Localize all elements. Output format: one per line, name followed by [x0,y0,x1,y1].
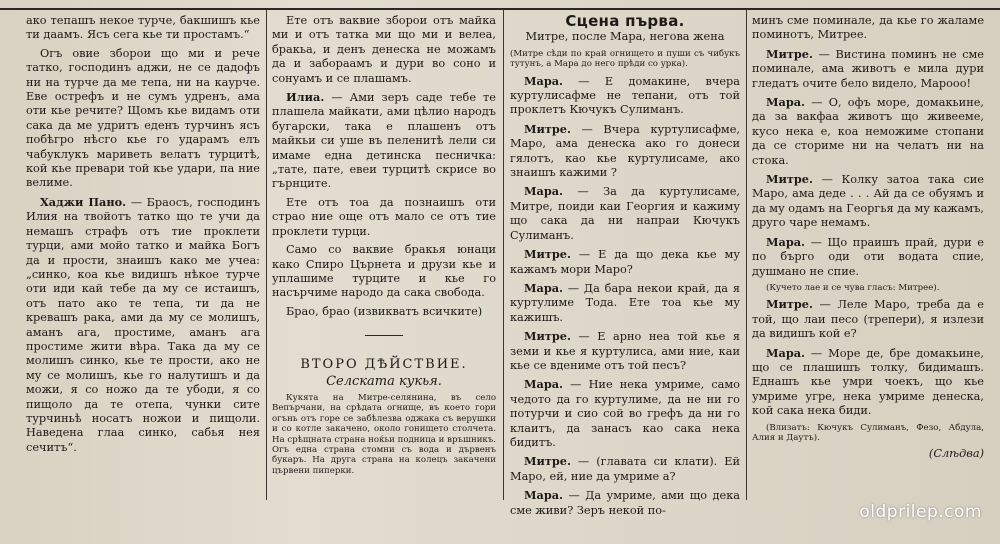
speaker: Митре. [524,329,571,344]
speaker: Мара. [766,345,805,360]
speaker: Хаджи Пано. [40,194,127,209]
column-1 [26,14,260,459]
dialogue-line [510,329,740,373]
speech: — Море де, бре домакьине, що се плашишъ толку, бидимашъ. Еднашъ кье умри чоекъ, що кье умриме угре, нека умриме денеска, кой сака нека биди. [752,346,984,418]
speaker: Митре. [766,297,813,312]
speech: — Колку затоа така сие Маро, ама деде . . . Ай да се обуямъ и да му одамъ на Георгья да му кажамъ, друго чаре немамъ. [752,173,984,230]
speech: — Браосъ, господинъ Илия на твойотъ татко що те учи да немашъ страфъ отъ тие проклети турци, ами мойо татко и майка Богъ да и прости, знаишъ како ме учеа: „синко, коа кье видишъ нѣкое турче оти иди кай тебе да му се истаишъ, отъ пато ако те тепа, ти да не кревашъ рака, ами да му се молишъ, аманъ ага, простиме, аманъ ага простиме жити вѣра. Така да му се молишъ синко, кье те прости, ако не му се молишъ, кье го налутишъ и да можи, я со ножо да те убоди, я со пищоло да те отепа, чунки сите турчиньѣ носатъ ножои и пищоли. Наведена глаа синко, сабья нея сечитъ“. [26,195,261,454]
stage-direction: (Митре сѣди по край огнището и пуши съ чибукъ тутунъ, а Мара до него прѣди со урка). [510,48,740,70]
speaker: Мара. [524,73,563,88]
speech: — (главата си клати). Ей Маро, ей, ние да умриме а? [510,455,740,483]
act-title: ВТОРО ДѢЙСТВИЕ. [300,357,468,373]
dialogue-lines [752,47,984,419]
speaker: Митре. [524,247,571,262]
dialogue-lines [510,74,740,518]
dialogue-line [510,247,740,277]
paragraph [272,90,496,192]
speech: — Ами зеръ саде тебе те плашела майкати, ами цѣлио народъ бугарски, така е плашенъ отъ майкьи си уше въ пеленитѣ лели си имаме една детинска песничка: „тате, пате, евеи турцитѣ скрисе во гърнците. [272,91,496,191]
characters: Митре, после Мара, негова жена [525,30,725,44]
speech: — Ние нека умриме, само чедото да го куртулиме, да не ни го потурчи и сио сой во грефъ да ни го клаитъ, да занасъ као сака нека бидитъ. [510,378,740,449]
paragraph: Брао, брао (извикватъ всичките) [286,304,483,318]
speaker: Мара. [766,234,805,249]
stage-direction: (Влизатъ: Кючукъ Сулиманъ, Фезо, Абдула, Алия и Даутъ). [752,422,984,443]
paragraph: Ете отъ ваквие зборои отъ майка ми и отъ татка ми що ми и велеа, бракьа, и денъ денеска не можамъ да и забораамъ и дури во соно и сонуамъ и се плашамъ. [272,14,496,85]
dialogue-line [752,283,984,293]
paragraph: Само со ваквие бракья юнаци како Спиро Църнета и друзи кье и уплашиме турците и кье го насърчиме народо да сака свобода. [272,243,496,300]
dialogue-line [752,47,984,91]
speaker: Мара. [524,488,563,503]
speaker: Илиа. [286,90,325,105]
scene-title: Сцена първа. [565,12,685,30]
column-3 [510,14,740,522]
speech: — Да умриме, ами що дека сме живи? Зеръ некой по- [510,489,740,517]
speech: — Вчера куртулисафме, Маро, ама денеска ако го донеси гялотъ, као кье куртулисаме, ако знаишъ кажими ? [510,122,740,180]
speech: — Е арно неа той кье я земи и кье я куртулиса, ами ние, каи кье се вдениме отъ той песъ? [510,330,740,372]
speaker: Мара. [766,95,805,110]
speech: (Кучето лае и се чува гласъ: Митрее). [766,282,940,293]
speaker: Митре. [766,172,813,187]
dialogue-line [752,172,984,231]
speech: — За да куртулисаме, Митре, поиди каи Георгия и кажиму що сака да ни напраи Кючукъ Сулиманъ. [510,185,740,242]
speech: — Вистина поминъ не сме поминале, ама животъ е мила дури гледатъ очите бело видело, Мароoo! [752,47,984,90]
speech: — Е домакине, вчера куртулисафме не тепани, отъ той проклетъ Кючукъ Сулиманъ. [510,74,740,117]
speech: — О, офъ море, домакьине, да за вакфаа животъ що живееме, кусо нека е, коа неможиме стопани да се сториме ни на челатъ ни на стока. [752,96,984,167]
speech: — Леле Маро, треба да е той, що лаи песо (трепери), я излези да видишъ кой е? [752,298,984,341]
footer-strip [0,512,1000,544]
column-4 [752,14,984,462]
act-subtitle: Селската кукья. [326,373,442,389]
dialogue-line [510,454,740,484]
dialogue-line [510,122,740,181]
column-2 [272,14,496,480]
dialogue-line [752,346,984,419]
speaker: Митре. [524,454,571,469]
dialogue-line [510,281,740,325]
dialogue-line [752,235,984,279]
paragraph: ако тепашъ некое турче, бакшишъ кье ти даамъ. Ясъ сега кье ти простамъ.“ [26,14,260,42]
dialogue-line [752,297,984,341]
paragraph: минъ сме поминале, да кье го жаламе поминотъ, Митрее. [752,14,984,42]
paragraph: Огъ овие зборои що ми и рече татко, господинъ аджи, не се дадофъ ни на турче да ме тепа, ни на каурче. Евe острефъ и не сумъ удренъ, ама оти кье речите? Щомъ кье видамъ оти сака да ме удритъ еденъ турчинъ ясъ побѣгро нѣсго кье го ударамъ елъ чабуклукъ мариветь велатъ турцитѣ, кой кье превари той кье удари, па ние велиме. [26,46,260,190]
speaker: Мара. [524,377,563,392]
speech: — Що праишъ прай, дури е по бърго оди оти водата спие, душмано не спие. [752,235,984,278]
speaker: Митре. [766,46,813,61]
speaker: Мара. [524,280,563,295]
header-strip [0,0,1000,10]
watermark: oldprilep.com [859,502,982,522]
speaker: Митре. [524,121,571,136]
section-divider [365,335,403,336]
dialogue-line [510,74,740,118]
stage-setting: Кукята на Митре-селянина, въ село Вепърчани, на срѣдата огнище, въ което гори огънь отъ горе се забѣлезва оджака съ верушки и со котле закачено, около гонището столчета. На срѣщната страна ноќьи подница и връшникъ. Огъ една страна стомни съ вода и дървенъ букаръ. На друга страна на колецъ закачени цървени пиперки. [272,392,496,476]
paragraph: Ете отъ тоа да познаишъ оти страо ние още отъ мало се отъ тие проклети турци. [272,195,496,238]
speech: — Е да що дека кье му кажамъ мори Маро? [510,248,740,276]
speech: — Да бара некои край, да я куртулиме Тода. Ете тоа кье му кажишъ. [510,281,740,324]
column-rule [746,10,747,500]
dialogue-line [752,95,984,168]
dialogue-line [510,377,740,450]
paragraph [26,195,260,455]
continued-label: (Слѣдва) [928,447,984,461]
dialogue-line [510,184,740,243]
speaker: Мара. [524,184,563,199]
column-rule [266,10,267,500]
column-rule [503,10,504,500]
